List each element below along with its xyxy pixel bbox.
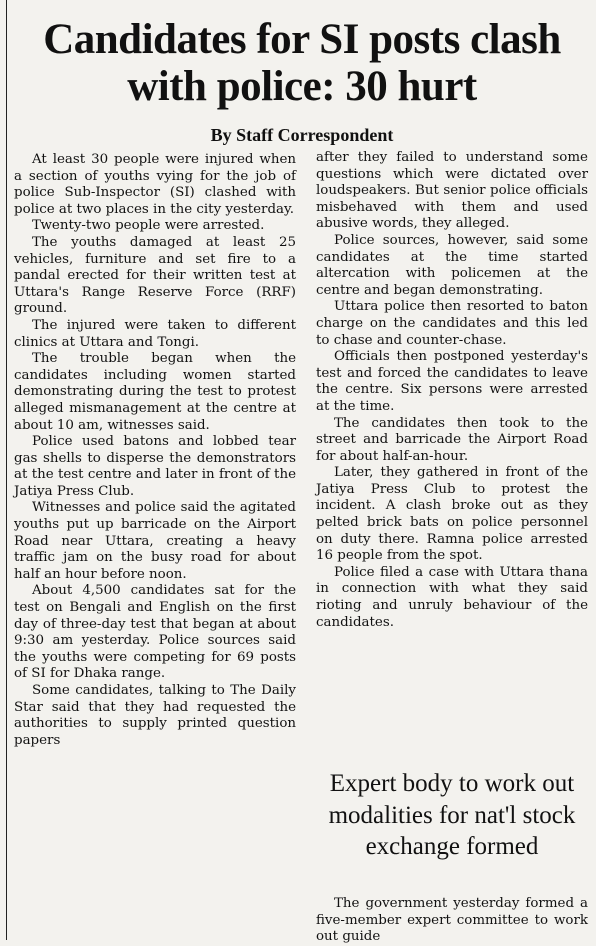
byline: By Staff Correspondent (210, 125, 394, 145)
paragraph: The trouble began when the candidates including women started demonstrating during the test to protest alleged mismanagement at the centre at about 10 am, witnesses said. (14, 351, 296, 433)
paragraph: after they failed to understand some questions which were dictated over loudspeakers. But senior police officials misbehaved with them and used abusive words, they alleged. (316, 150, 588, 232)
paragraph: The candidates then took to the street and barricade the Airport Road for about half-an-hour. (316, 415, 588, 464)
right-column (316, 150, 588, 631)
paragraph: At least 30 people were injured when a section of youths vying for the job of police Sub-Inspector (SI) clashed with police at two places in the city yesterday. (14, 152, 296, 217)
headline: Candidates for SI posts clash with police: 30 hurt (43, 16, 561, 110)
paragraph: Uttara police then resorted to baton charge on the candidates and this led to chase and counter-chase. (316, 299, 588, 348)
paragraph: Witnesses and police said the agitated youths put up barricade on the Airport Road near Uttara, creating a heavy traffic jam on the busy road for about half an hour before noon. (14, 500, 296, 582)
paragraph: The government yesterday formed a five-member expert committee to work out guide (316, 896, 588, 945)
paragraph: Later, they gathered in front of the Jatiya Press Club to protest the incident. A clash broke out as they pelted brick bats on police personnel on duty there. Ramna police arrested 16 people from the spot. (316, 465, 588, 564)
paragraph: The youths damaged at least 25 vehicles, furniture and set fire to a pandal erected for their written test at Uttara's Range Reserve Force (RRF) ground. (14, 234, 296, 317)
paragraph: Police filed a case with Uttara thana in connection with what they said rioting and unruly behaviour of the candidates. (316, 564, 588, 630)
paragraph: Twenty-two people were arrested. (32, 218, 265, 234)
second-headline: Expert body to work out modalities for nat'l stock exchange formed (328, 770, 576, 860)
left-column (14, 152, 296, 749)
paragraph: Officials then postponed yesterday's test and forced the candidates to leave the centre. Six persons were arrested at the time. (316, 349, 588, 414)
column-rule (6, 0, 7, 940)
paragraph: Police sources, however, said some candidates at the time started altercation with policemen at the centre and began demonstrating. (316, 232, 588, 298)
paragraph: Police used batons and lobbed tear gas shells to disperse the demonstrators at the test centre and later in front of the Jatiya Press Club. (14, 434, 296, 499)
paragraph: The injured were taken to different clinics at Uttara and Tongi. (14, 317, 296, 350)
paragraph: About 4,500 candidates sat for the test on Bengali and English on the first day of three-day test that began at about 9:30 am yesterday. Police sources said the youths were competing for 69 posts of SI for Dhaka range. (14, 583, 296, 682)
second-story (316, 896, 588, 946)
paragraph: Some candidates, talking to The Daily Star said that they had requested the authorities to supply printed question papers (14, 683, 296, 748)
